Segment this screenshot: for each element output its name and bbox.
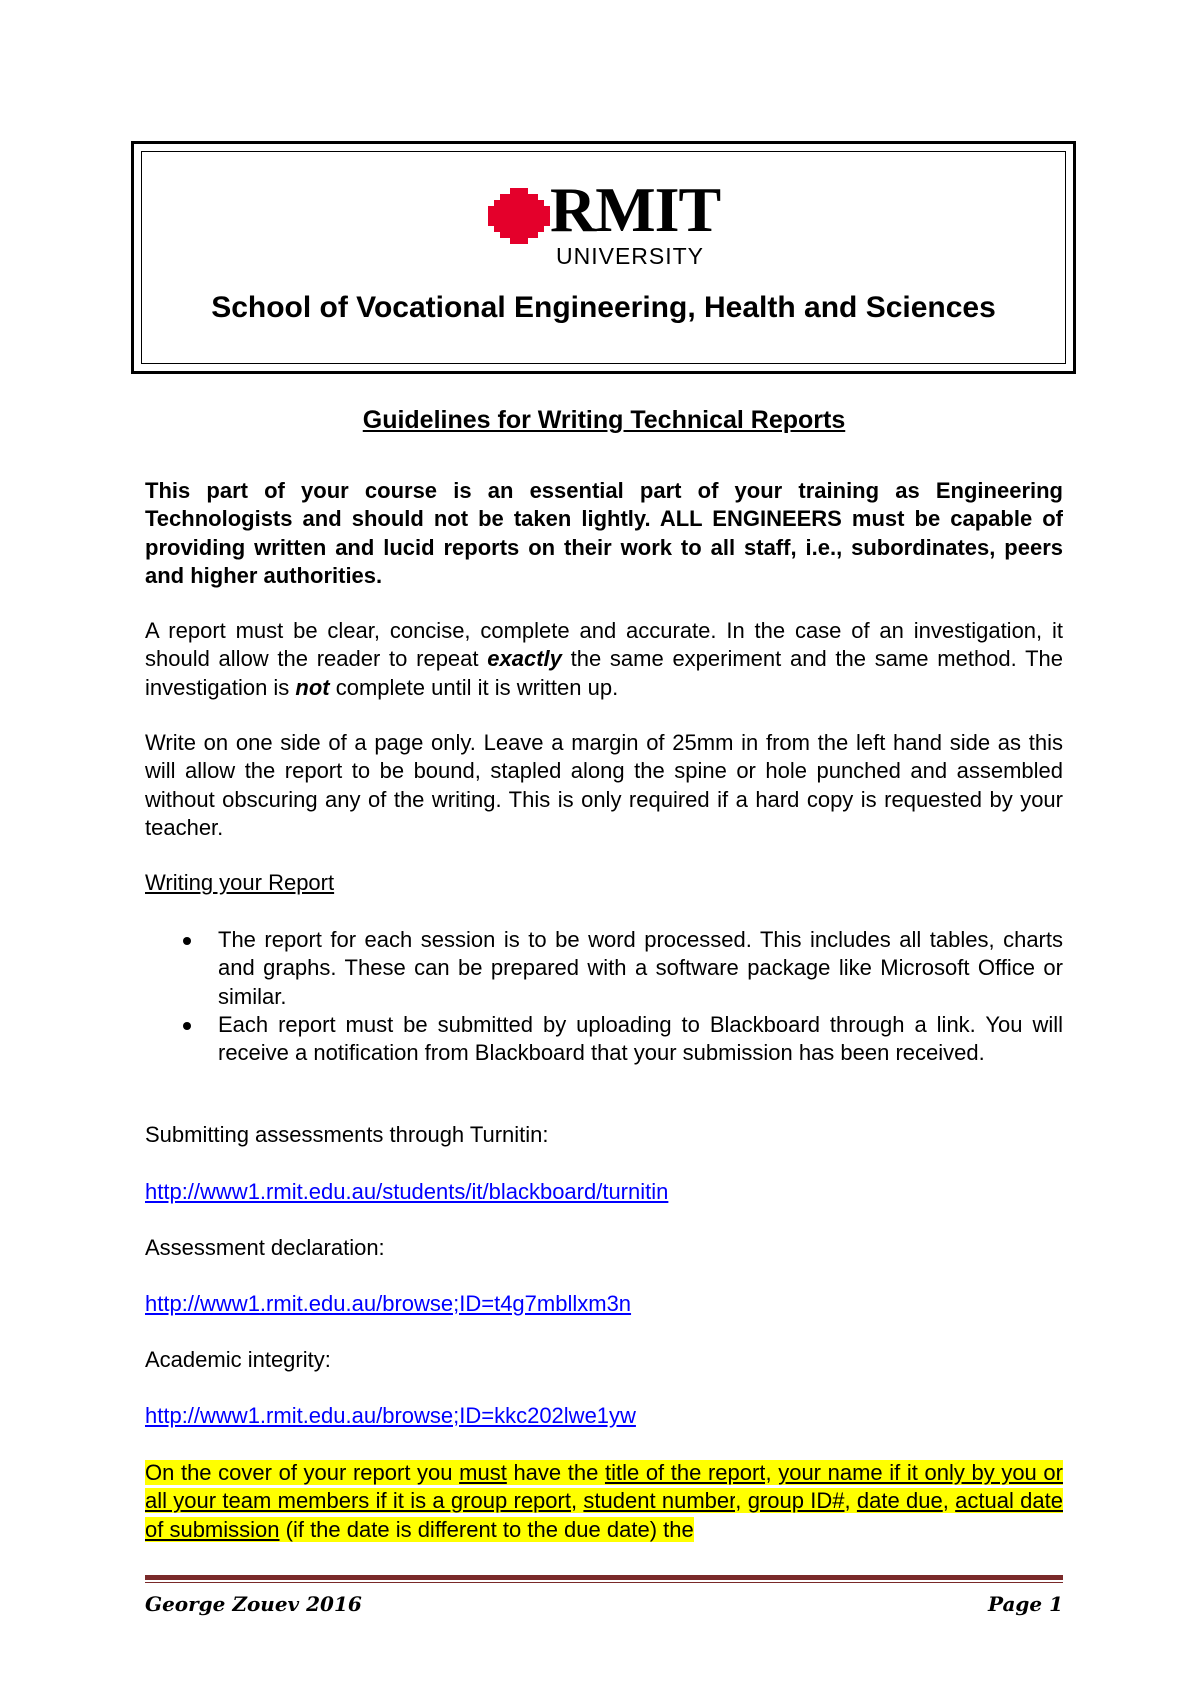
rmit-university-subtitle: UNIVERSITY: [556, 243, 705, 269]
link-label-assessment-declaration: Assessment declaration:: [145, 1235, 385, 1260]
link-assessment-declaration[interactable]: http://www1.rmit.edu.au/browse;ID=t4g7mbllxm3n: [145, 1291, 632, 1316]
list-item: [145, 1011, 1063, 1068]
rmit-logo: [488, 174, 721, 272]
link-label-turnitin: Submitting assessments through Turnitin:: [145, 1122, 549, 1147]
formatting-paragraph: Write on one side of a page only. Leave a margin of 25mm in from the left hand side as this will allow the report to be bound, stapled along the spine or hole punched and assembled without obscuring any of the writing. This is only required if a hard copy is requested by your teacher.: [145, 730, 1063, 840]
section-heading-writing-report: Writing your Report: [145, 870, 335, 895]
emphasis-exactly: exactly: [487, 646, 562, 672]
bullet-text: The report for each session is to be word processed. This includes all tables, charts and graphs. These can be prepared with a software package like Microsoft Office or similar.: [218, 927, 1063, 1009]
link-label-academic-integrity: Academic integrity:: [145, 1347, 331, 1372]
link-academic-integrity[interactable]: http://www1.rmit.edu.au/browse;ID=kkc202lwe1yw: [145, 1403, 636, 1428]
intro-paragraph: This part of your course is an essential part of your training as Engineering Technologists and should not be taken lightly. ALL ENGINEERS must be capable of providing written and lucid reports on their work to all staff, i.e., subordinates, peers and higher authorities.: [145, 478, 1063, 588]
footer-rule: [145, 1575, 1063, 1580]
cover-requirements-paragraph: On the cover of your report you must have the title of the report, your name if it only by you or all your team members if it is a group report, student number, group ID#, date due, actual date of submission (if the date is different to the due date) the: [145, 1460, 1063, 1542]
bullet-icon: [183, 1022, 191, 1030]
bullet-list: [145, 926, 1063, 1067]
list-item: [145, 926, 1063, 1011]
rmit-pixel-mark-icon: [488, 188, 550, 244]
document-title: Guidelines for Writing Technical Reports: [362, 406, 846, 434]
bullet-icon: [183, 937, 191, 945]
link-turnitin[interactable]: http://www1.rmit.edu.au/students/it/blackboard/turnitin: [145, 1179, 669, 1204]
clarity-text-1: A report must be clear, concise, complete and accurate. In the case of an investigation, it should allow the reader to repeat: [145, 618, 1063, 672]
footer-rule-thin: [145, 1582, 1063, 1583]
rmit-wordmark: RMIT: [550, 174, 721, 245]
clarity-text-3: complete until it is written up.: [329, 674, 619, 700]
clarity-paragraph: [145, 617, 1063, 702]
page-footer: [145, 1591, 1063, 1617]
footer-author: George Zouev 2016: [145, 1592, 362, 1616]
emphasis-not: not: [295, 674, 330, 700]
footer-page-number: Page 1: [987, 1592, 1063, 1616]
bullet-text: Each report must be submitted by uploading to Blackboard through a link. You will receive a notification from Blackboard that your submission has been received.: [218, 1011, 1063, 1066]
school-title: School of Vocational Engineering, Health and Sciences: [211, 291, 996, 324]
clarity-text-2: the same experiment and the same method. The investigation is: [145, 646, 1064, 700]
